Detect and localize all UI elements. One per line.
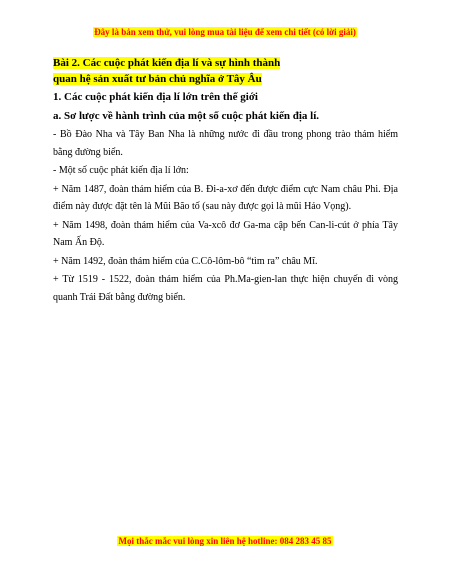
subsection-a-heading: a. Sơ lược về hành trình của một số cuộc phát kiến địa lí. xyxy=(53,110,320,122)
paragraph: + Từ 1519 - 1522, đoàn thám hiểm của Ph.Ma-gien-lan thực hiện chuyến đi vòng quanh Trái Đất bằng đường biển. xyxy=(53,274,398,303)
preview-notice xyxy=(0,27,450,37)
paragraph: - Bồ Đào Nha và Tây Ban Nha là những nước đi đầu trong phong trào thám hiểm bằng đường biển. xyxy=(53,129,398,158)
hotline-notice-text: Mọi thắc mắc vui lòng xin liên hệ hotline: 084 283 45 85 xyxy=(118,536,332,546)
preview-notice-text: Đây là bản xem thử, vui lòng mua tài liệu để xem chi tiết (có lời giải) xyxy=(94,27,356,37)
hotline-notice xyxy=(0,536,450,546)
section-1-heading: 1. Các cuộc phát kiến địa lí lớn trên thế giới xyxy=(53,91,258,103)
paragraph: - Một số cuộc phát kiến địa lí lớn: xyxy=(53,165,189,176)
paragraph: + Năm 1487, đoàn thám hiểm của B. Đi-a-xơ đến được điểm cực Nam châu Phi. Địa điểm này được đặt tên là Mũi Bão tố (sau này được gọi là mũi Hảo Vọng). xyxy=(53,183,398,212)
paragraph: + Năm 1498, đoàn thám hiểm của Va-xcô đơ Ga-ma cập bến Can-li-cút ở phía Tây Nam Ấn Độ. xyxy=(53,219,398,248)
document-body xyxy=(53,55,398,306)
lesson-title-line-1: Bài 2. Các cuộc phát kiến địa lí và sự hình thành xyxy=(53,57,281,69)
paragraph: + Năm 1492, đoàn thám hiểm của C.Cô-lôm-bô “tìm ra” châu Mĩ. xyxy=(53,255,318,267)
lesson-title-line-2: quan hệ sản xuất tư bản chủ nghĩa ở Tây Âu xyxy=(53,73,262,85)
